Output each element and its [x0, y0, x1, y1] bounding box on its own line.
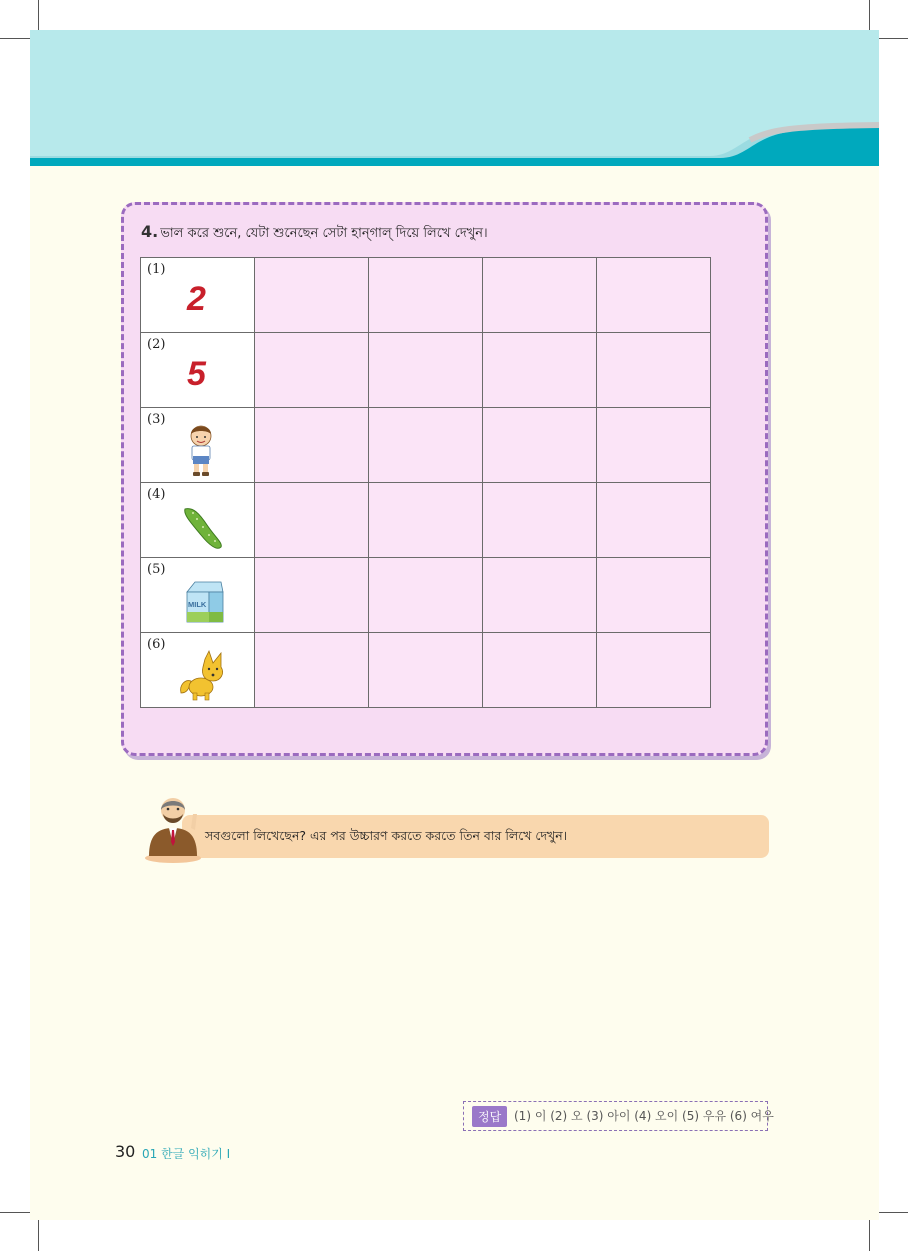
crop-mark	[878, 1212, 908, 1213]
writing-grid	[140, 257, 711, 708]
teacher-icon	[141, 784, 205, 864]
header-band	[30, 30, 879, 166]
page-number: 30	[115, 1142, 136, 1161]
number-2: 2	[187, 280, 206, 318]
writing-cell[interactable]	[597, 558, 711, 633]
writing-cell[interactable]	[483, 633, 597, 708]
writing-cell[interactable]	[369, 483, 483, 558]
child-icon	[181, 422, 221, 478]
number-5: 5	[187, 355, 206, 393]
answer-badge: 정답	[472, 1106, 507, 1127]
milk-label: MILK	[188, 600, 207, 609]
fox-icon	[177, 649, 229, 703]
writing-cell[interactable]	[255, 558, 369, 633]
crop-mark	[869, 0, 870, 30]
writing-cell[interactable]	[369, 633, 483, 708]
crop-mark	[38, 1220, 39, 1251]
table-row	[141, 558, 711, 633]
row-label: (6)	[147, 637, 166, 652]
table-row	[141, 633, 711, 708]
table-row	[141, 483, 711, 558]
cucumber-icon	[179, 499, 229, 551]
picture-cell	[141, 633, 255, 708]
question-instruction: ভাল করে শুনে, যেটা শুনেছেন সেটা হান্গাল্ দিয়ে লিখে দেখুন।	[160, 226, 488, 241]
row-label: (5)	[147, 562, 166, 577]
writing-cell[interactable]	[369, 408, 483, 483]
speech-text: সবগুলো লিখেছেন? এর পর উচ্চারণ করতে করতে তিন বার লিখে দেখুন।	[205, 828, 568, 843]
header-wave	[30, 30, 879, 166]
chapter-title: 01 한글 익히기 Ⅰ	[142, 1147, 231, 1161]
writing-cell[interactable]	[483, 483, 597, 558]
writing-cell[interactable]	[597, 408, 711, 483]
writing-cell[interactable]	[255, 408, 369, 483]
writing-cell[interactable]	[369, 333, 483, 408]
writing-cell[interactable]	[255, 258, 369, 333]
crop-mark	[0, 38, 30, 39]
writing-cell[interactable]	[483, 333, 597, 408]
row-label: (2)	[147, 337, 166, 352]
question-number: 4.	[141, 222, 159, 241]
writing-cell[interactable]	[483, 258, 597, 333]
writing-cell[interactable]	[597, 258, 711, 333]
crop-mark	[869, 1220, 870, 1251]
table-row	[141, 408, 711, 483]
table-row	[141, 258, 711, 333]
crop-mark	[878, 38, 908, 39]
table-row	[141, 333, 711, 408]
crop-mark	[0, 1212, 30, 1213]
writing-cell[interactable]	[369, 558, 483, 633]
writing-cell[interactable]	[597, 333, 711, 408]
question-title	[141, 222, 488, 245]
milk-carton-icon	[183, 578, 227, 628]
writing-cell[interactable]	[483, 558, 597, 633]
writing-cell[interactable]	[483, 408, 597, 483]
answer-text: (1) 이 (2) 오 (3) 아이 (4) 오이 (5) 우유 (6) 여우	[514, 1109, 774, 1123]
writing-cell[interactable]	[255, 333, 369, 408]
writing-cell[interactable]	[597, 483, 711, 558]
picture-cell	[141, 258, 255, 333]
row-label: (1)	[147, 262, 166, 277]
picture-cell	[141, 483, 255, 558]
writing-cell[interactable]	[369, 258, 483, 333]
writing-cell[interactable]	[255, 483, 369, 558]
writing-cell[interactable]	[597, 633, 711, 708]
crop-mark	[38, 0, 39, 30]
row-label: (3)	[147, 412, 166, 427]
picture-cell	[141, 333, 255, 408]
picture-cell	[141, 408, 255, 483]
picture-cell	[141, 558, 255, 633]
row-label: (4)	[147, 487, 166, 502]
writing-cell[interactable]	[255, 633, 369, 708]
